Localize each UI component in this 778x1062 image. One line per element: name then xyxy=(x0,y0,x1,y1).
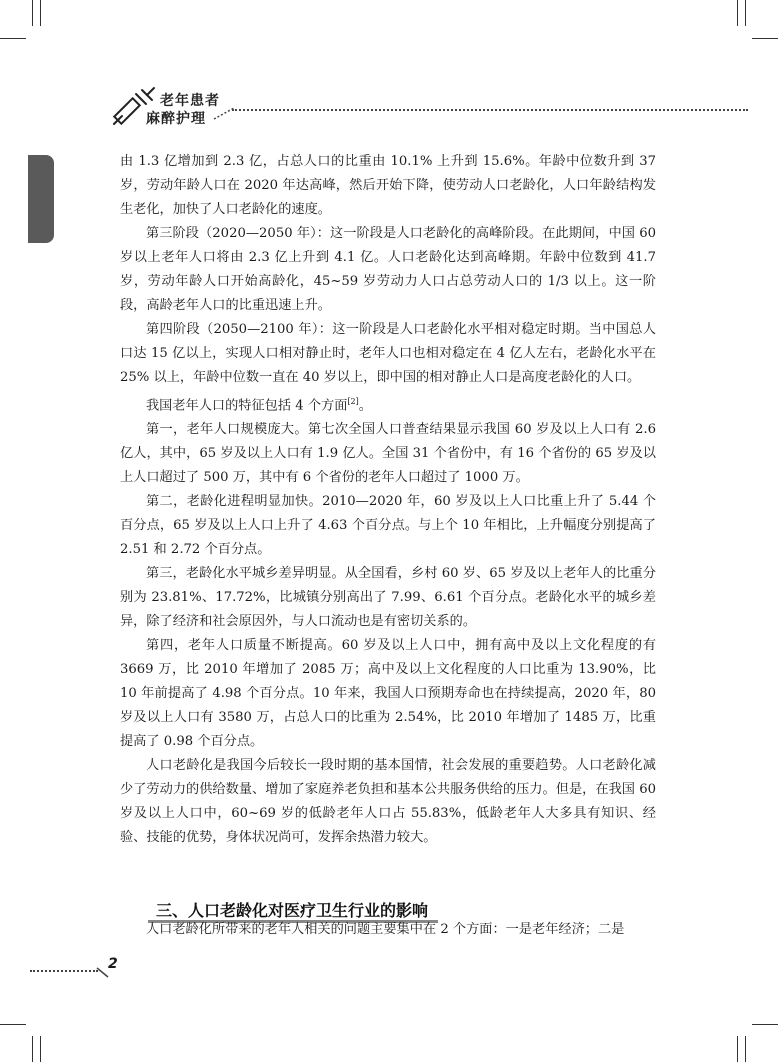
header-title-line1: 老年患者 xyxy=(160,93,220,109)
crop-mark xyxy=(752,1024,778,1025)
body-text-continued xyxy=(120,918,656,942)
crop-mark xyxy=(0,38,26,39)
paragraph: 第三阶段（2020—2050 年）：这一阶段是人口老龄化的高峰阶段。在此期间，中国 60 岁以上老年人口将由 2.3 亿上升到 4.1 亿。人口老龄化达到高峰期。年龄中位数到 41.7 岁，劳动年龄人口开始高龄化，45~59 岁劳动力人口占总劳动人口的 1/3 以上。这一阶段，高龄老年人口的比重迅速上升。 xyxy=(120,226,656,313)
crop-mark xyxy=(737,1036,738,1062)
page-number: 2 xyxy=(108,956,118,972)
chapter-side-tab xyxy=(28,155,54,243)
section-heading: 三、人口老龄化对医疗卫生行业的影响 xyxy=(156,901,429,920)
crop-mark xyxy=(745,1036,746,1062)
crop-mark xyxy=(40,1036,41,1062)
running-header xyxy=(112,86,752,130)
crop-mark xyxy=(752,38,778,39)
crop-mark xyxy=(737,0,738,26)
footer-dotted-rule xyxy=(30,970,98,972)
header-title-line2: 麻醉护理 xyxy=(146,111,206,127)
paragraph: 由 1.3 亿增加到 2.3 亿，占总人口的比重由 10.1% 上升到 15.6%。年龄中位数升到 37 岁，劳动年龄人口在 2020 年达高峰，然后开始下降，使劳动人口老龄化，人口年龄结构发生老化，加快了人口老龄化的速度。 xyxy=(120,154,656,217)
crop-mark xyxy=(32,1036,33,1062)
paragraph xyxy=(120,390,656,418)
paragraph: 人口老龄化所带来的老年人相关的问题主要集中在 2 个方面：一是老年经济；二是 xyxy=(146,922,625,937)
paragraph: 第四阶段（2050—2100 年）：这一阶段是人口老龄化水平相对稳定时期。当中国总人口达 15 亿以上，实现人口相对静止时，老年人口也相对稳定在 4 亿人左右，老龄化水平在 25% 以上，年龄中位数一直在 40 岁以上，即中国的相对静止人口是高度老龄化的人口。 xyxy=(120,322,656,385)
body-text xyxy=(120,150,656,850)
crop-mark xyxy=(745,0,746,26)
paragraph: 第四，老年人口质量不断提高。60 岁及以上人口中，拥有高中及以上文化程度的有 3669 万，比 2010 年增加了 2085 万；高中及以上文化程度的人口比重为 13.90%，比 10 年前提高了 4.98 个百分点。10 年来，我国人口预期寿命也在持续提高，2020 年，80 岁及以上人口有 3580 万，占总人口的比重为 2.54%，比 2010 年增加了 1485 万，比重提高了 0.98 个百分点。 xyxy=(120,638,656,750)
crop-mark xyxy=(0,1024,26,1025)
header-dotted-rule xyxy=(232,109,748,111)
citation-mark: [2] xyxy=(347,397,359,406)
crop-mark xyxy=(32,0,33,26)
paragraph: 第三，老龄化水平城乡差异明显。从全国看，乡村 60 岁、65 岁及以上老年人的比重分别为 23.81%、17.72%，比城镇分别高出了 7.99、6.61 个百分点。老龄化水平的城乡差异，除了经济和社会原因外，与人口流动也是有密切关系的。 xyxy=(120,566,656,630)
paragraph: 第一，老年人口规模庞大。第七次全国人口普查结果显示我国 60 岁及以上人口有 2.6 亿人，其中，65 岁及以上人口有 1.9 亿人。全国 31 个省份中，有 16 个省份的 65 岁及以上人口超过了 500 万，其中有 6 个省份的老年人口超过了 1000 万。 xyxy=(120,422,656,486)
paragraph-tail: 。 xyxy=(358,398,372,414)
paragraph: 人口老龄化是我国今后较长一段时期的基本国情，社会发展的重要趋势。人口老龄化减少了劳动力的供给数量、增加了家庭养老负担和基本公共服务供给的压力。但是，在我国 60 岁及以上人口中，60~69 岁的低龄老年人口占 55.83%，低龄老年人大多具有知识、经验、技能的优势，身体状况尚可，发挥余热潜力较大。 xyxy=(120,758,656,846)
paragraph-text: 我国老年人口的特征包括 4 个方面 xyxy=(146,398,348,414)
paragraph: 第二，老龄化进程明显加快。2010—2020 年，60 岁及以上人口比重上升了 5.44 个百分点，65 岁及以上人口上升了 4.63 个百分点。与上个 10 年相比，上升幅度分别提高了 2.51 和 2.72 个百分点。 xyxy=(120,494,656,558)
crop-mark xyxy=(40,0,41,26)
